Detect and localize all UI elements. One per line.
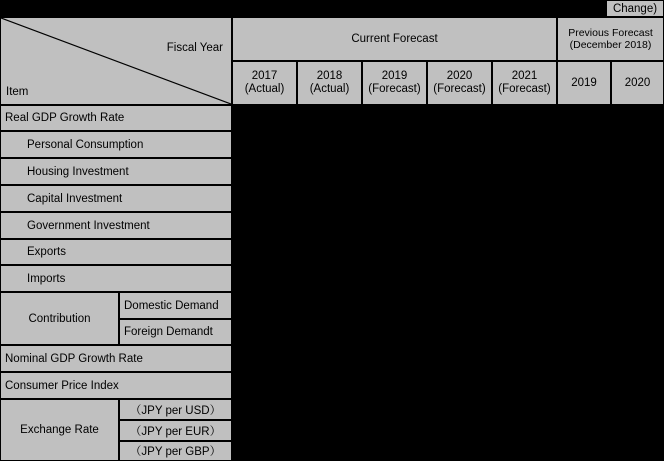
- diagonal-divider-icon: [1, 18, 231, 104]
- row-label-domestic-demand: Domestic Demand: [119, 292, 232, 319]
- row-label-exchange-rate: Exchange Rate: [0, 399, 119, 461]
- row-label-government-investment: Government Investment: [0, 212, 232, 239]
- column-note: (Actual): [244, 83, 285, 95]
- column-note: (Actual): [309, 83, 350, 95]
- group-header-previous-forecast: [557, 17, 664, 61]
- column-header-2020-current: [427, 61, 492, 105]
- previous-forecast-line1: Previous Forecast: [568, 26, 653, 39]
- data-values-region: [232, 105, 664, 461]
- row-label-housing-investment: Housing Investment: [0, 158, 232, 185]
- previous-forecast-line2: (December 2018): [569, 39, 652, 51]
- row-label-nominal-gdp-growth-rate: Nominal GDP Growth Rate: [0, 345, 232, 372]
- column-year: 2017: [251, 69, 278, 82]
- row-label-consumer-price-index: Consumer Price Index: [0, 372, 232, 399]
- row-label-personal-consumption: Personal Consumption: [0, 131, 232, 158]
- row-label-exports: Exports: [0, 239, 232, 265]
- corner-header: [0, 17, 232, 105]
- change-label: Change): [606, 0, 664, 17]
- row-label-jpy-per-gbp: （JPY per GBP）: [119, 441, 232, 461]
- column-note: (Forecast): [433, 83, 486, 95]
- column-year: 2018: [316, 69, 343, 82]
- column-header-label: Fiscal Year: [166, 42, 223, 54]
- group-header-current-forecast: Current Forecast: [232, 17, 557, 61]
- row-header-label: Item: [6, 86, 29, 98]
- row-label-foreign-demand: Foreign Demandt: [119, 319, 232, 345]
- column-header-2020-previous: 2020: [611, 61, 664, 105]
- column-year: 2021: [511, 69, 538, 82]
- column-note: (Forecast): [368, 83, 421, 95]
- row-label-jpy-per-usd: （JPY per USD）: [119, 399, 232, 420]
- column-header-2019-current: [362, 61, 427, 105]
- column-header-2018: [297, 61, 362, 105]
- column-year: 2019: [381, 69, 408, 82]
- column-year: 2020: [446, 69, 473, 82]
- column-header-2017: [232, 61, 297, 105]
- row-label-jpy-per-eur: （JPY per EUR）: [119, 420, 232, 441]
- column-header-2021-current: [492, 61, 557, 105]
- row-label-capital-investment: Capital Investment: [0, 185, 232, 212]
- row-label-imports: Imports: [0, 265, 232, 292]
- column-note: (Forecast): [498, 83, 551, 95]
- row-label-contribution: Contribution: [0, 292, 119, 345]
- column-header-2019-previous: 2019: [557, 61, 611, 105]
- row-label-real-gdp-growth-rate: Real GDP Growth Rate: [0, 105, 232, 131]
